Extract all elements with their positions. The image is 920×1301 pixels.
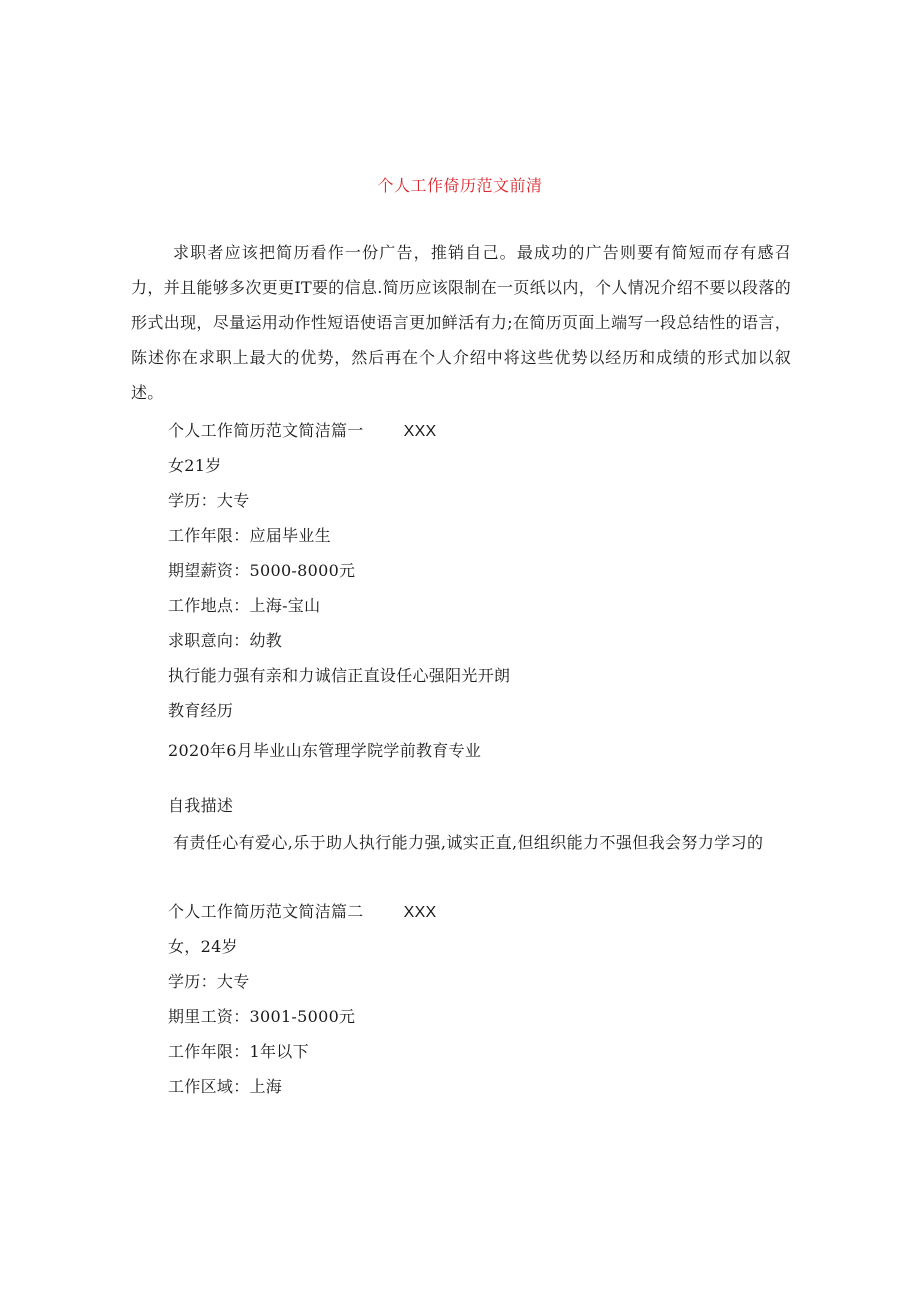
sample1-gender-age: 女21岁 bbox=[168, 456, 222, 475]
sample2-heading: 个人工作简历范文简洁篇二 bbox=[168, 902, 364, 921]
sample1-heading-line bbox=[168, 418, 437, 441]
sample1-education: 学历：大专 bbox=[168, 491, 250, 510]
sample2-years: 工作年限：1年以下 bbox=[168, 1042, 309, 1061]
document-title: 个人工作倚历范文前清 bbox=[377, 176, 543, 195]
sample2-name: XXX bbox=[403, 904, 437, 921]
sample1-intention: 求职意向：幼教 bbox=[168, 631, 283, 650]
sample1-location: 工作地点：上海-宝山 bbox=[168, 596, 321, 615]
intro-paragraph: 求职者应该把简历看作一份广告，推销自己。最成功的广告则要有简短而存有感召力，并且能够多次更更IT要的信息.简历应该限制在一页纸以内，个人情况介绍不要以段落的形式出现，尽量运用动作性短语使语言更加鲜活有力;在简历页面上端写一段总结性的语言，陈述你在求职上最大的优势，然后再在个人介绍中将这些优势以经历和成绩的形式加以叙述。 bbox=[131, 243, 791, 402]
sample1-salary: 期望薪资：5000-8000元 bbox=[168, 561, 356, 580]
sample1-education-heading: 教育经历 bbox=[168, 701, 234, 720]
sample2-education: 学历：大专 bbox=[168, 972, 250, 991]
sample2-gender-age: 女，24岁 bbox=[168, 937, 238, 956]
sample1-education-detail: 2020年6月毕业山东管理学院学前教育专业 bbox=[168, 741, 482, 760]
sample2-heading-line bbox=[168, 899, 437, 922]
sample2-region: 工作区域：上海 bbox=[168, 1077, 283, 1096]
sample1-self-heading: 自我描述 bbox=[168, 796, 234, 815]
sample1-heading: 个人工作简历范文简洁篇一 bbox=[168, 421, 364, 440]
sample1-self-description: 有责任心有爱心,乐于助人执行能力强,诚实正直,但组织能力不强但我会努力学习的 bbox=[173, 833, 764, 852]
sample1-traits: 执行能力强有亲和力诚信正直设任心强阳光开朗 bbox=[168, 666, 511, 685]
sample2-salary: 期里工资：3001-5000元 bbox=[168, 1007, 356, 1026]
sample1-years: 工作年限：应届毕业生 bbox=[168, 526, 332, 545]
sample1-name: XXX bbox=[403, 423, 437, 440]
